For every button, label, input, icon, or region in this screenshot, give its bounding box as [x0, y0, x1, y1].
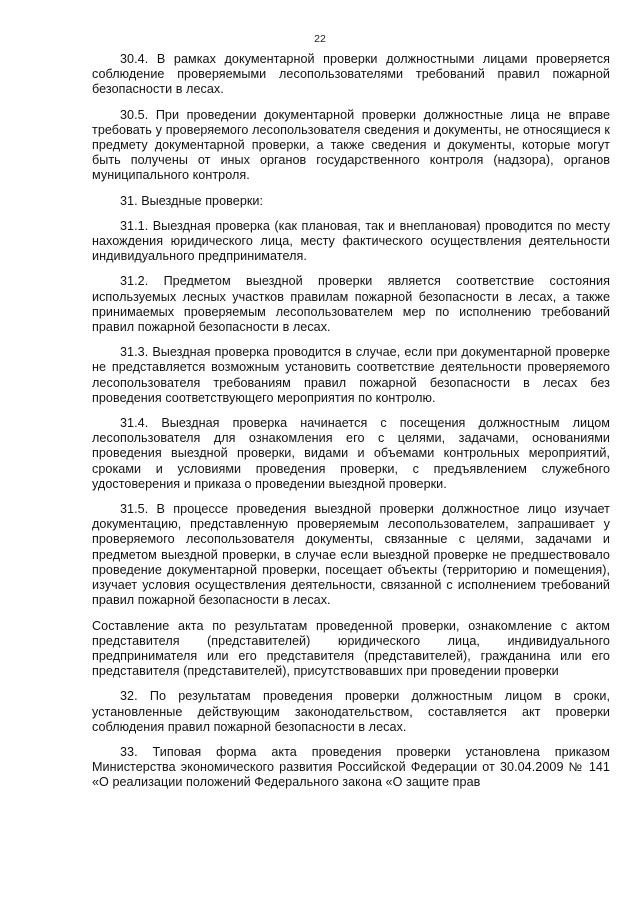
paragraph-31-5: 31.5. В процессе проведения выездной проверки должностное лицо изучает документацию, представленную проверяемым лесопользователем, запрашивает у проверяемого лесопользователя документы, связанные с целями, задачами и предметом выездной проверки, в случае если выездной проверке не предшествовало проведение документарной проверки, посещает объекты (территорию и помещения), изучает условия осуществления деятельности, связанной с исполнением требований правил пожарной безопасности в лесах.: [92, 502, 610, 608]
paragraph-33: 33. Типовая форма акта проведения проверки установлена приказом Министерства экономического развития Российской Федерации от 30.04.2009 № 141 «О реализации положений Федерального закона «О защите прав: [92, 744, 610, 790]
paragraph-31-4: 31.4. Выездная проверка начинается с посещения должностным лицом лесопользователя для ознакомления его с целями, задачами, основаниями проведения выездной проверки, видами и объемами контрольных мероприятий, сроками и условиями проведения проверки, с предъявлением служебного удостоверения и приказа о проведении выездной проверки.: [92, 416, 610, 491]
paragraph-32: 32. По результатам проведения проверки должностным лицом в сроки, установленные действующим законодательством, составляется акт проверки соблюдения правил пожарной безопасности в лесах.: [92, 689, 610, 734]
paragraph-30-5: 30.5. При проведении документарной проверки должностные лица не вправе требовать у проверяемого лесопользователя сведения и документы, не относящиеся к предмету документарной проверки, а также сведения и документы, которые могут быть получены от иных органов государственного контроля (надзора), органов муниципального контроля.: [92, 107, 610, 183]
paragraph-31-1: 31.1. Выездная проверка (как плановая, так и внеплановая) проводится по месту нахождения юридического лица, месту фактического осуществления деятельности индивидуального предпринимателя.: [92, 218, 610, 264]
page-number: 22: [314, 33, 326, 45]
section-heading-act: Составление акта по результатам проведенной проверки, ознакомление с актом представителя (представителей) юридического лица, индивидуального предпринимателя или его представителя (представителей), гражданина или его представителя (представителей), присутствовавших при проведении проверки: [92, 618, 610, 679]
paragraph-30-4: 30.4. В рамках документарной проверки должностными лицами проверяется соблюдение проверяемыми лесопользователями требований правил пожарной безопасности в лесах.: [92, 52, 610, 97]
paragraph-31-2: 31.2. Предметом выездной проверки является соответствие состояния используемых лесных участков правилам пожарной безопасности в лесах, а также принимаемых проверяемым лесопользователем мер по исполнению требований правил пожарной безопасности в лесах.: [92, 274, 610, 335]
document-body: [92, 52, 610, 801]
paragraph-31-3: 31.3. Выездная проверка проводится в случае, если при документарной проверке не представляется возможным установить соответствие деятельности проверяемого лесопользователя требованиям правил пожарной безопасности в лесах без проведения соответствующего мероприятия по контролю.: [92, 345, 610, 405]
paragraph-31-heading: 31. Выездные проверки:: [120, 193, 264, 208]
